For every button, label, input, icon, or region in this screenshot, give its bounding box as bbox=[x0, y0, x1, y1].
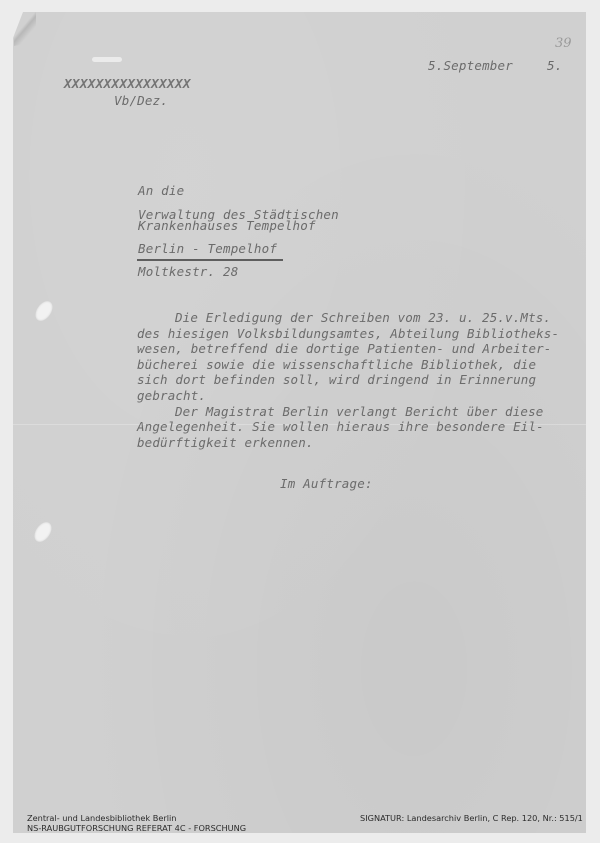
struck-sender-line: XXXXXXXXXXXXXXXX bbox=[64, 76, 191, 91]
letter-date-year: 5. bbox=[547, 58, 563, 73]
recipient-salutation: An die bbox=[138, 183, 185, 198]
recipient-street: Moltkestr. 28 bbox=[138, 264, 239, 279]
body-line: Der Magistrat Berlin verlangt Bericht über diese bbox=[175, 403, 544, 419]
reference-code: Vb/Dez. bbox=[114, 93, 169, 108]
archive-signature: SIGNATUR: Landesarchiv Berlin, C Rep. 120, Nr.: 515/1 bbox=[360, 813, 583, 823]
body-line: wesen, betreffend die dortige Patienten- und Arbeiter- bbox=[137, 341, 552, 357]
body-line: bedürftigkeit erkennen. bbox=[137, 434, 314, 450]
recipient-city: Berlin - Tempelhof bbox=[138, 241, 278, 256]
body-line: des hiesigen Volksbildungsamtes, Abteilung Bibliotheks- bbox=[137, 325, 560, 341]
paper-smudge bbox=[92, 57, 122, 62]
body-line: sich dort befinden soll, wird dringend in Erinnerung bbox=[137, 372, 537, 388]
handwritten-page-number: 39 bbox=[555, 36, 572, 51]
closing-line: Im Auftrage: bbox=[280, 476, 373, 491]
archive-footer-left bbox=[27, 814, 246, 833]
footer-library-name: Zentral- und Landesbibliothek Berlin bbox=[27, 813, 177, 823]
body-line: gebracht. bbox=[137, 387, 207, 403]
body-line: Die Erledigung der Schreiben vom 23. u. 25.v.Mts. bbox=[175, 310, 552, 325]
body-line: bücherei sowie die wissenschaftliche Bibliothek, die bbox=[137, 356, 537, 372]
letter-body bbox=[137, 310, 577, 450]
recipient-line-1: Verwaltung des Städtischen bbox=[138, 207, 339, 222]
folded-corner bbox=[13, 12, 23, 38]
recipient-line-2: Krankenhauses Tempelhof bbox=[138, 218, 316, 233]
letter-date: 5.September bbox=[428, 58, 513, 73]
city-underline bbox=[137, 259, 283, 261]
body-line: Angelegenheit. Sie wollen hieraus ihre besondere Eil- bbox=[137, 419, 544, 435]
footer-department: NS-RAUBGUTFORSCHUNG REFERAT 4C - FORSCHUNG bbox=[27, 822, 247, 833]
